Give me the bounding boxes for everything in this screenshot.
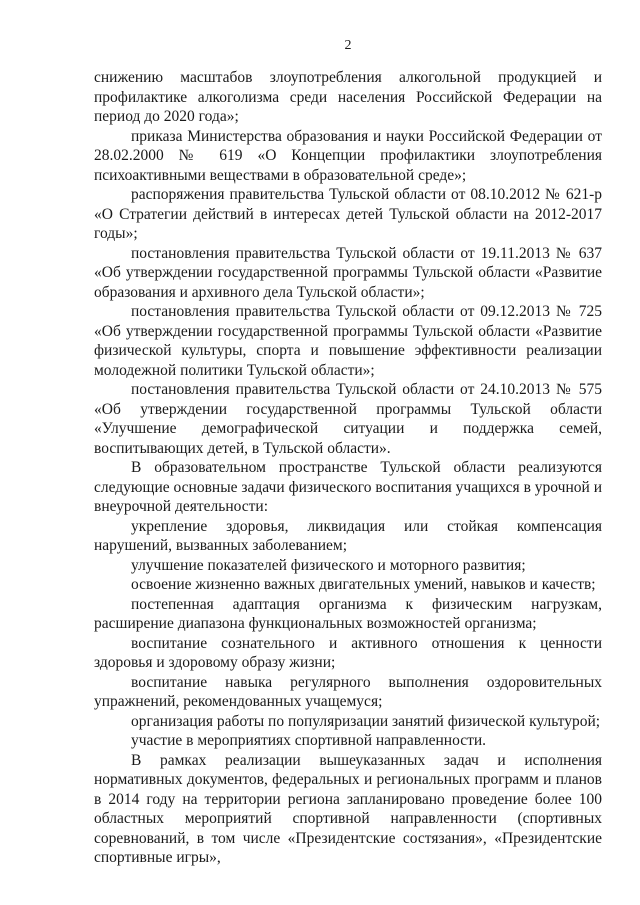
paragraph: распоряжения правительства Тульской области от 08.10.2012 № 621-р «О Стратегии действий в интересах детей Тульской области на 2012-2017 годы»; (94, 186, 602, 242)
paragraph: снижению масштабов злоупотребления алкогольной продукцией и профилактике алкоголизма среди населения Российской Федерации на период до 2020 года»; (94, 69, 602, 125)
paragraph: участие в мероприятиях спортивной направленности. (131, 732, 487, 749)
paragraph: постановления правительства Тульской области от 19.11.2013 № 637 «Об утверждении государственной программы Тульской области «Развитие образования и архивного дела Тульской области»; (94, 244, 602, 301)
paragraph: В рамках реализации вышеуказанных задач и исполнения нормативных документов, федеральных и региональных программ и планов в 2014 году на территории региона запланировано проведение более 100 областных мероприятий спортивной направленности (спортивных соревнований, в том числе «Президентские состязания», «Президентские спортивные игры», (94, 751, 602, 866)
paragraph: улучшение показателей физического и моторного развития; (131, 556, 526, 574)
paragraph: организация работы по популяризации занятий физической культурой; (131, 712, 601, 730)
paragraph: освоение жизненно важных двигательных умений, навыков и качеств; (131, 576, 596, 593)
paragraph: В образовательном пространстве Тульской области реализуются следующие основные задачи физического воспитания учащихся в урочной и внеурочной деятельности: (94, 459, 602, 515)
paragraph: постановления правительства Тульской области от 09.12.2013 № 725 «Об утверждении государственной программы Тульской области «Развитие физической культуры, спорта и повышение эффективности реализации молодежной политики Тульской области»; (94, 303, 602, 379)
document-body (94, 68, 602, 868)
paragraph: приказа Министерства образования и науки Российской Федерации от 28.02.2000 № 619 «О Концепции профилактики злоупотребления психоактивными веществами в образовательной среде»; (94, 127, 602, 184)
paragraph: воспитание навыка регулярного выполнения оздоровительных упражнений, рекомендованных учащемуся; (94, 673, 602, 710)
paragraph: постановления правительства Тульской области от 24.10.2013 № 575 «Об утверждении государственной программы Тульской области «Улучшение демографической ситуации и поддержка семей, воспитывающих детей, в Тульской области». (94, 381, 602, 457)
paragraph: воспитание сознательного и активного отношения к ценности здоровья и здоровому образу жизни; (94, 634, 602, 671)
document-page (94, 38, 602, 868)
page-number: 2 (344, 38, 352, 53)
paragraph: постепенная адаптация организма к физическим нагрузкам, расширение диапазона функциональных возможностей организма; (94, 595, 602, 632)
paragraph: укрепление здоровья, ликвидация или стойкая компенсация нарушений, вызванных заболеванием; (94, 517, 602, 554)
